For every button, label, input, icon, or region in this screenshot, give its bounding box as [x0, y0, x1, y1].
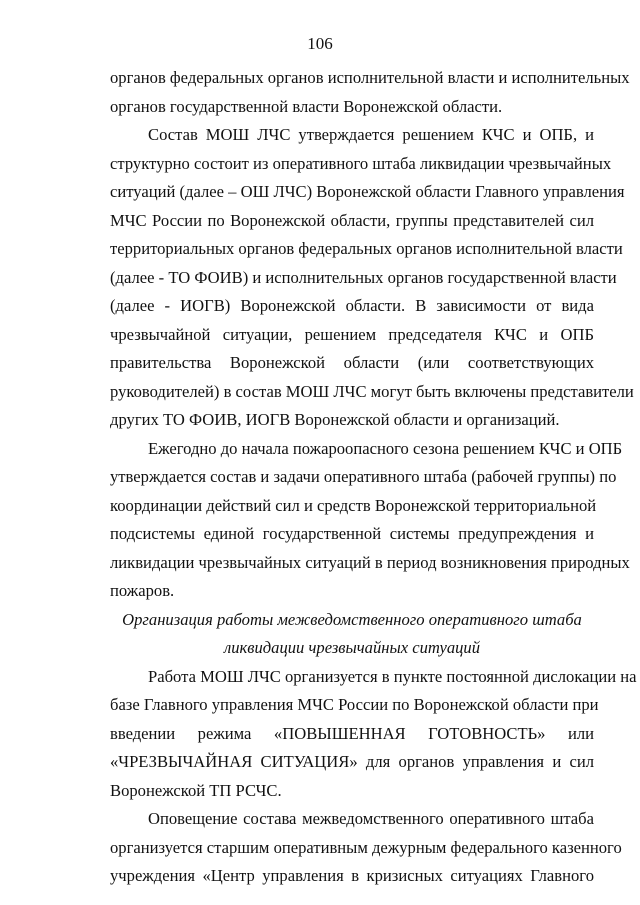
text-line: базе Главного управления МЧС России по Воронежской области при — [110, 695, 599, 714]
text-line: «ЧРЕЗВЫЧАЙНАЯ СИТУАЦИЯ» для органов управления и сил — [110, 752, 594, 771]
text-line: структурно состоит из оперативного штаба ликвидации чрезвычайных — [110, 153, 612, 173]
text-line: Оповещение состава межведомственного оперативного штаба — [148, 809, 594, 828]
text-line: правительства Воронежской области (или соответствующих — [110, 353, 594, 372]
text-line: чрезвычайной ситуации, решением председателя КЧС и ОПБ — [110, 324, 594, 344]
text-line: органов государственной власти Воронежской области. — [110, 96, 503, 116]
text-line: ситуаций (далее – ОШ ЛЧС) Воронежской области Главного управления — [110, 182, 625, 201]
text-line: учреждения «Центр управления в кризисных ситуациях Главного — [110, 866, 594, 885]
text-line: территориальных органов федеральных органов исполнительной власти — [110, 239, 623, 258]
text-line: Работа МОШ ЛЧС организуется в пункте постоянной дислокации на — [148, 666, 637, 686]
text-line: органов федеральных органов исполнительной власти и исполнительных — [110, 68, 630, 87]
page-number: 106 — [307, 34, 333, 53]
text-line: других ТО ФОИВ, ИОГВ Воронежской области и организаций. — [110, 410, 560, 429]
text-line: Воронежской ТП РСЧС. — [110, 780, 282, 800]
text-line: координации действий сил и средств Воронежской территориальной — [110, 495, 597, 515]
text-line: утверждается состав и задачи оперативного штаба (рабочей группы) по — [110, 467, 617, 486]
section-heading-line: Организация работы межведомственного оперативного штаба — [122, 609, 582, 629]
text-line: МЧС России по Воронежской области, группы представителей сил — [110, 210, 594, 230]
text-line: (далее - ТО ФОИВ) и исполнительных органов государственной власти — [110, 267, 617, 287]
text-line: Состав МОШ ЛЧС утверждается решением КЧС и ОПБ, и — [148, 125, 594, 144]
document-body — [110, 64, 637, 891]
text-line: руководителей) в состав МОШ ЛЧС могут быть включены представители — [110, 381, 634, 401]
text-line: ликвидации чрезвычайных ситуаций в период возникновения природных — [110, 552, 630, 572]
text-line: подсистемы единой государственной системы предупреждения и — [110, 524, 594, 543]
text-line: введении режима «ПОВЫШЕННАЯ ГОТОВНОСТЬ» или — [110, 723, 594, 743]
text-line: организуется старшим оперативным дежурным федерального казенного — [110, 837, 622, 857]
text-line: (далее - ИОГВ) Воронежской области. В зависимости от вида — [110, 296, 594, 315]
text-line: Ежегодно до начала пожароопасного сезона решением КЧС и ОПБ — [148, 438, 623, 458]
text-line: пожаров. — [110, 581, 175, 600]
section-heading-line: ликвидации чрезвычайных ситуаций — [223, 638, 481, 657]
